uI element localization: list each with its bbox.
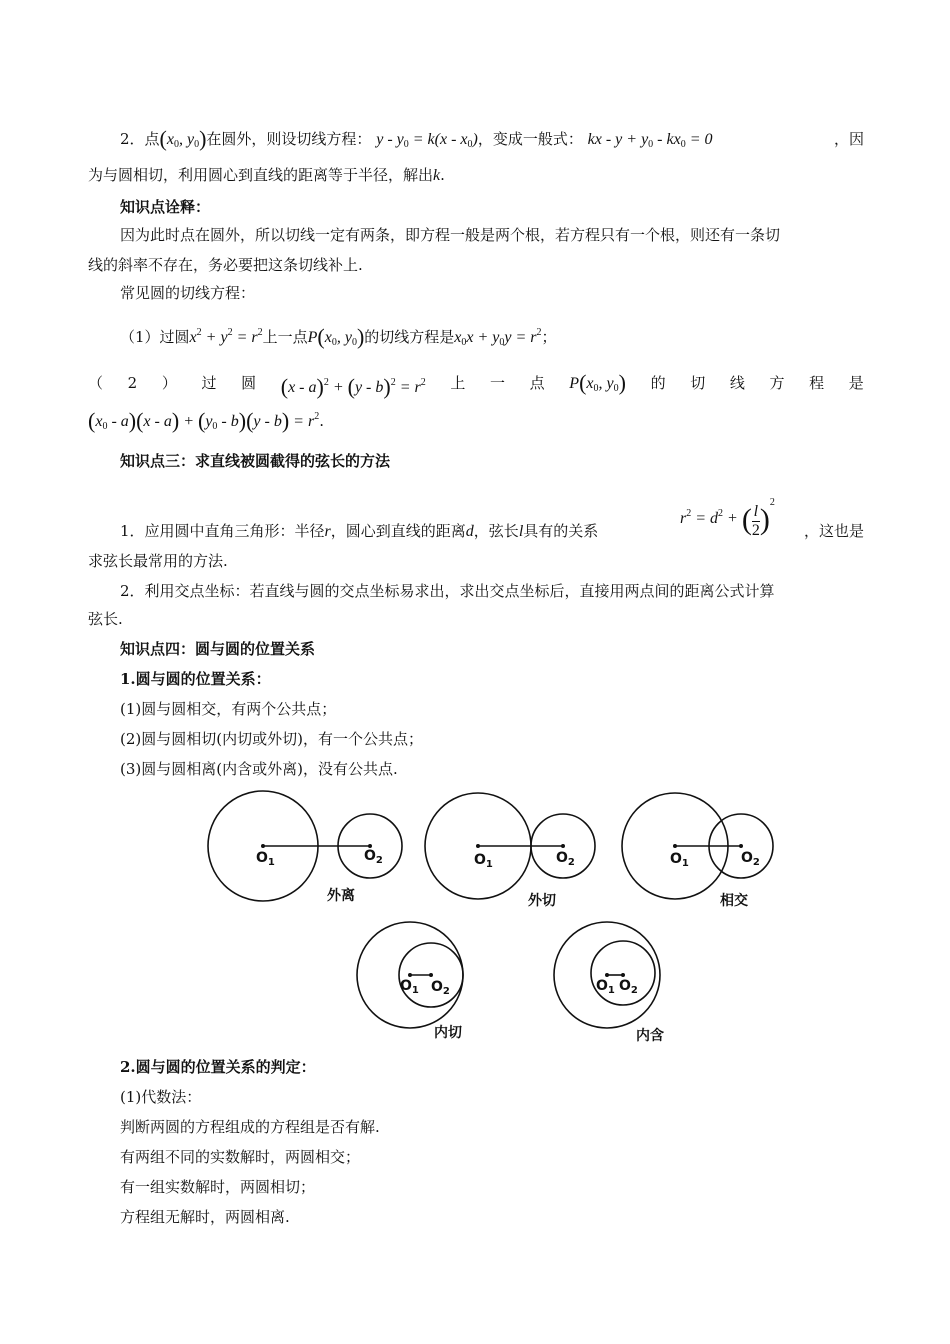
no-solution: 方程组无解时，两圆相离. [120,1208,290,1226]
o1-label: $O_1$ [670,851,689,869]
o2-label: $O_2$ [364,848,383,866]
sec2-text-because: ，因 [833,130,864,148]
kp4-sub1: 1.圆与圆的位置关系： [120,670,271,688]
c1-text-d: ； [541,328,557,346]
m1-text-c: ，弦长 [473,522,519,540]
c2-tail: 的 [650,374,666,392]
point-P-1: $P(x_0$, $y_0$) [307,324,365,349]
tangent-case2-eq [88,402,864,442]
c2-end: . [319,412,324,430]
sec2-period: . [440,166,445,184]
judge-text: 判断两圆的方程组成的方程组是否有解. [120,1118,380,1136]
label-int-tangent: 内切 [434,1025,462,1041]
explain-p1: 因为此时点在圆外，所以切线一定有两条，即方程一般是两个根，若方程只有一个根，则还有一条切 [120,226,781,244]
d-symbol: d [465,523,474,540]
m1-text-d: 具有的关系 [523,522,599,540]
tangent-equation: $y - y_0 = k(x - x_0)$ [376,131,478,150]
kp4-heading: 知识点四：圆与圆的位置关系 [120,640,316,658]
o1-label: $O_1$ [256,850,275,868]
point-P-2: $P(x_0$, $y_0$) [569,370,626,395]
m1-line2: 求弦长最常用的方法. [88,552,228,570]
sec2-num: 2．点 [120,130,160,148]
sec2-line2 [88,160,864,191]
m1-text-a: 1．应用圆中直角三角形：半径 [120,522,325,540]
label-separate: 外离 [327,888,355,904]
label-intersect: 相交 [720,893,748,909]
tangent-eq-1: $x_0x + y_0y = r^2$ [454,327,542,348]
one-solution: 有一组实数解时，两圆相切； [120,1178,316,1196]
kp3-heading: 知识点三：求直线被圆截得的弦长的方法 [120,452,391,470]
tangent-case1 [120,318,864,358]
c2-tail: 程 [809,374,825,392]
c1-text-b: 上一点 [262,328,308,346]
o2-label: $O_2$ [619,978,638,996]
c2-part: 过 [201,374,217,392]
explain-p2: 线的斜率不存在，务必要把这条切线补上. [88,256,363,274]
kp4-sub2: 2.圆与圆的位置关系的判定： [120,1058,316,1076]
c1-text-a: （1）过圆 [120,328,190,346]
tangent-case2 [88,368,864,404]
c2-mid: 一 [490,374,506,392]
c2-part: （ [88,374,104,392]
m1-text-b: ，圆心到直线的距离 [330,522,466,540]
m2-line1: 2．利用交点坐标：若直线与圆的交点坐标易求出，求出交点坐标后，直接用两点间的距离公式计算 [120,582,775,600]
c2-mid: 上 [450,374,466,392]
o2-label: $O_2$ [431,979,450,997]
c2-tail: 方 [769,374,785,392]
relation-item: (1)圆与圆相交，有两个公共点； [120,700,337,718]
sec2-line1 [120,124,864,160]
m2-line2: 弦长. [88,610,123,628]
l-symbol: l [518,523,524,540]
c2-tail: 线 [729,374,745,392]
general-form: kx - $y + y_0 - kx_0 = 0$ [587,131,713,150]
label-contain: 内含 [636,1028,664,1044]
c2-tail: 是 [848,374,864,392]
label-ext-tangent: 外切 [528,893,556,909]
o2-label: $O_2$ [556,850,575,868]
chord-relation: $r^2 = d^2$ + ( $\frac{l}{2}$ )$^2$ [680,497,775,539]
c2-tail: 切 [690,374,706,392]
c2-part: ） [161,374,177,392]
circle-relations-figure [0,785,950,1050]
o1-label: $O_1$ [474,852,493,870]
circle-eq-1: $x^2 + y^2 = r^2$ [189,327,263,346]
point-formula: ($x_0$, $y_0$) [159,126,207,151]
c2-part: 2 [127,374,138,392]
m1-text-e: ，这也是 [803,522,864,540]
common-tangent-heading: 常见圆的切线方程： [120,284,256,302]
sec2-text-general: ，变成一般式： [477,130,583,148]
two-solutions: 有两组不同的实数解时，两圆相交； [120,1148,361,1166]
r-symbol: r [324,523,331,540]
c2-mid: 点 [529,374,545,392]
sec2-line2-text: 为与圆相切，利用圆心到直线的距离等于半径，解出 [88,166,434,184]
relation-item: (3)圆与圆相离(内含或外离)，没有公共点. [120,760,398,778]
sec2-text-outside: 在圆外，则设切线方程： [206,130,372,148]
kp3-method1 [120,497,864,547]
c1-text-c: 的切线方程是 [364,328,455,346]
tangent-eq-2: $(x_0 - a)(x - a) + (y_0 - b)(y - b) = r^2$ [88,408,320,433]
explain-heading: 知识点诠释： [120,198,211,216]
circle-eq-2: $(x - a)^2 + (y - b)^2 = r^2$ [280,374,426,399]
o1-label: $O_1$ [400,978,419,996]
o1-label: $O_1$ [596,978,615,996]
c2-part: 圆 [241,374,257,392]
o2-label: $O_2$ [741,850,760,868]
relation-item: (2)圆与圆相切(内切或外切)，有一个公共点； [120,730,423,748]
algebra-method: (1)代数法： [120,1088,202,1106]
k-symbol: k [433,167,441,184]
